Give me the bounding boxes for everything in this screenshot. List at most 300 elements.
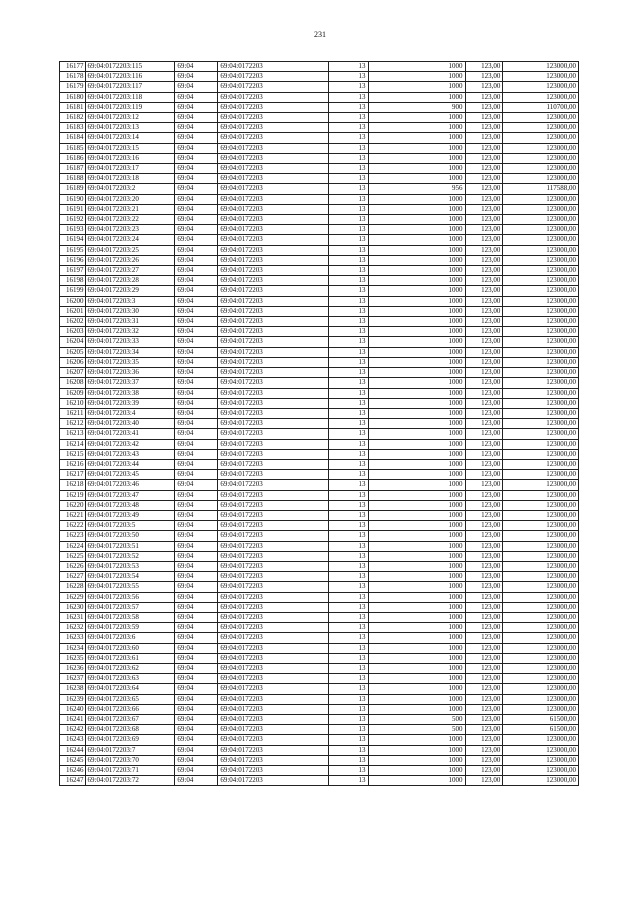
cadastral-quarter-cell: 69:04:0172203 [218,102,328,112]
cadastral-quarter-cell: 69:04:0172203 [218,653,328,663]
cadastral-number-cell: 69:04:0172203:12 [85,113,175,123]
cadastral-number-cell: 69:04:0172203:116 [85,72,175,82]
cadastral-number-cell: 69:04:0172203:52 [85,551,175,561]
district-code-cell: 69:04 [175,235,218,245]
specific-value-cell: 123,00 [465,276,503,286]
area-cell: 1000 [368,776,465,786]
cadastral-value-cell: 123000,00 [503,521,579,531]
row-number-cell: 16177 [60,62,86,72]
district-code-cell: 69:04 [175,674,218,684]
table-row [60,704,579,714]
cadastral-value-cell: 123000,00 [503,276,579,286]
table-row [60,215,579,225]
row-number-cell: 16231 [60,612,86,622]
cadastral-number-cell: 69:04:0172203:24 [85,235,175,245]
area-cell: 1000 [368,602,465,612]
cadastral-value-cell: 123000,00 [503,612,579,622]
zone-code-cell: 13 [328,123,368,133]
row-number-cell: 16211 [60,408,86,418]
area-cell: 1000 [368,255,465,265]
cadastral-number-cell: 69:04:0172203:15 [85,143,175,153]
specific-value-cell: 123,00 [465,82,503,92]
cadastral-value-cell: 123000,00 [503,439,579,449]
area-cell: 500 [368,725,465,735]
zone-code-cell: 13 [328,82,368,92]
specific-value-cell: 123,00 [465,235,503,245]
zone-code-cell: 13 [328,266,368,276]
table-row [60,317,579,327]
row-number-cell: 16186 [60,153,86,163]
area-cell: 1000 [368,164,465,174]
specific-value-cell: 123,00 [465,174,503,184]
cadastral-quarter-cell: 69:04:0172203 [218,327,328,337]
row-number-cell: 16241 [60,715,86,725]
cadastral-number-cell: 69:04:0172203:61 [85,653,175,663]
district-code-cell: 69:04 [175,715,218,725]
district-code-cell: 69:04 [175,643,218,653]
zone-code-cell: 13 [328,551,368,561]
area-cell: 1000 [368,388,465,398]
table-row [60,184,579,194]
cadastral-quarter-cell: 69:04:0172203 [218,204,328,214]
table-row [60,113,579,123]
district-code-cell: 69:04 [175,429,218,439]
row-number-cell: 16236 [60,663,86,673]
cadastral-quarter-cell: 69:04:0172203 [218,755,328,765]
district-code-cell: 69:04 [175,694,218,704]
specific-value-cell: 123,00 [465,602,503,612]
cadastral-value-cell: 123000,00 [503,92,579,102]
zone-code-cell: 13 [328,755,368,765]
district-code-cell: 69:04 [175,704,218,714]
cadastral-quarter-cell: 69:04:0172203 [218,143,328,153]
area-cell: 1000 [368,419,465,429]
zone-code-cell: 13 [328,143,368,153]
table-row [60,408,579,418]
table-row [60,653,579,663]
cadastral-value-cell: 123000,00 [503,592,579,602]
table-row [60,123,579,133]
cadastral-value-cell: 123000,00 [503,735,579,745]
cadastral-number-cell: 69:04:0172203:59 [85,623,175,633]
specific-value-cell: 123,00 [465,378,503,388]
table-row [60,245,579,255]
row-number-cell: 16239 [60,694,86,704]
cadastral-quarter-cell: 69:04:0172203 [218,419,328,429]
row-number-cell: 16219 [60,490,86,500]
specific-value-cell: 123,00 [465,153,503,163]
cadastral-number-cell: 69:04:0172203:58 [85,612,175,622]
zone-code-cell: 13 [328,470,368,480]
specific-value-cell: 123,00 [465,133,503,143]
zone-code-cell: 13 [328,459,368,469]
area-cell: 1000 [368,500,465,510]
zone-code-cell: 13 [328,225,368,235]
cadastral-value-cell: 123000,00 [503,643,579,653]
area-cell: 1000 [368,470,465,480]
table-row [60,531,579,541]
specific-value-cell: 123,00 [465,776,503,786]
cadastral-value-cell: 123000,00 [503,378,579,388]
table-row [60,153,579,163]
area-cell: 1000 [368,521,465,531]
cadastral-value-cell: 123000,00 [503,113,579,123]
area-cell: 1000 [368,459,465,469]
cadastral-quarter-cell: 69:04:0172203 [218,184,328,194]
cadastral-value-cell: 123000,00 [503,225,579,235]
area-cell: 1000 [368,572,465,582]
specific-value-cell: 123,00 [465,612,503,622]
row-number-cell: 16193 [60,225,86,235]
zone-code-cell: 13 [328,653,368,663]
cadastral-number-cell: 69:04:0172203:62 [85,663,175,673]
district-code-cell: 69:04 [175,612,218,622]
row-number-cell: 16201 [60,306,86,316]
row-number-cell: 16188 [60,174,86,184]
row-number-cell: 16233 [60,633,86,643]
cadastral-quarter-cell: 69:04:0172203 [218,378,328,388]
cadastral-value-cell: 123000,00 [503,551,579,561]
area-cell: 1000 [368,225,465,235]
row-number-cell: 16194 [60,235,86,245]
cadastral-quarter-cell: 69:04:0172203 [218,225,328,235]
cadastral-value-cell: 123000,00 [503,541,579,551]
row-number-cell: 16195 [60,245,86,255]
district-code-cell: 69:04 [175,368,218,378]
cadastral-value-cell: 110700,00 [503,102,579,112]
specific-value-cell: 123,00 [465,296,503,306]
cadastral-quarter-cell: 69:04:0172203 [218,194,328,204]
zone-code-cell: 13 [328,327,368,337]
zone-code-cell: 13 [328,357,368,367]
area-cell: 1000 [368,694,465,704]
cadastral-quarter-cell: 69:04:0172203 [218,674,328,684]
cadastral-value-cell: 123000,00 [503,531,579,541]
area-cell: 1000 [368,674,465,684]
cadastral-value-cell: 123000,00 [503,674,579,684]
cadastral-number-cell: 69:04:0172203:51 [85,541,175,551]
specific-value-cell: 123,00 [465,694,503,704]
specific-value-cell: 123,00 [465,388,503,398]
area-cell: 1000 [368,449,465,459]
row-number-cell: 16182 [60,113,86,123]
area-cell: 1000 [368,398,465,408]
district-code-cell: 69:04 [175,306,218,316]
cadastral-value-cell: 123000,00 [503,296,579,306]
cadastral-quarter-cell: 69:04:0172203 [218,92,328,102]
district-code-cell: 69:04 [175,164,218,174]
cadastral-number-cell: 69:04:0172203:14 [85,133,175,143]
cadastral-quarter-cell: 69:04:0172203 [218,123,328,133]
district-code-cell: 69:04 [175,602,218,612]
zone-code-cell: 13 [328,235,368,245]
specific-value-cell: 123,00 [465,521,503,531]
specific-value-cell: 123,00 [465,215,503,225]
specific-value-cell: 123,00 [465,123,503,133]
cadastral-value-cell: 123000,00 [503,745,579,755]
area-cell: 1000 [368,612,465,622]
cadastral-quarter-cell: 69:04:0172203 [218,725,328,735]
cadastral-quarter-cell: 69:04:0172203 [218,429,328,439]
table-row [60,347,579,357]
cadastral-value-cell: 123000,00 [503,194,579,204]
area-cell: 1000 [368,347,465,357]
area-cell: 1000 [368,296,465,306]
district-code-cell: 69:04 [175,123,218,133]
district-code-cell: 69:04 [175,113,218,123]
table-row [60,480,579,490]
table-row [60,684,579,694]
specific-value-cell: 123,00 [465,745,503,755]
row-number-cell: 16235 [60,653,86,663]
district-code-cell: 69:04 [175,255,218,265]
district-code-cell: 69:04 [175,215,218,225]
district-code-cell: 69:04 [175,459,218,469]
table-row [60,62,579,72]
cadastral-quarter-cell: 69:04:0172203 [218,745,328,755]
area-cell: 1000 [368,62,465,72]
cadastral-value-cell: 123000,00 [503,255,579,265]
cadastral-quarter-cell: 69:04:0172203 [218,164,328,174]
table-row [60,745,579,755]
cadastral-value-cell: 123000,00 [503,561,579,571]
cadastral-number-cell: 69:04:0172203:45 [85,470,175,480]
row-number-cell: 16225 [60,551,86,561]
cadastral-number-cell: 69:04:0172203:35 [85,357,175,367]
cadastral-value-cell: 61500,00 [503,715,579,725]
row-number-cell: 16205 [60,347,86,357]
district-code-cell: 69:04 [175,153,218,163]
cadastral-quarter-cell: 69:04:0172203 [218,398,328,408]
area-cell: 1000 [368,429,465,439]
specific-value-cell: 123,00 [465,194,503,204]
specific-value-cell: 123,00 [465,337,503,347]
cadastral-number-cell: 69:04:0172203:36 [85,368,175,378]
table-row [60,133,579,143]
zone-code-cell: 13 [328,592,368,602]
cadastral-quarter-cell: 69:04:0172203 [218,561,328,571]
specific-value-cell: 123,00 [465,225,503,235]
zone-code-cell: 13 [328,531,368,541]
specific-value-cell: 123,00 [465,92,503,102]
cadastral-quarter-cell: 69:04:0172203 [218,296,328,306]
specific-value-cell: 123,00 [465,510,503,520]
zone-code-cell: 13 [328,378,368,388]
district-code-cell: 69:04 [175,663,218,673]
district-code-cell: 69:04 [175,357,218,367]
zone-code-cell: 13 [328,286,368,296]
cadastral-number-cell: 69:04:0172203:71 [85,766,175,776]
specific-value-cell: 123,00 [465,164,503,174]
zone-code-cell: 13 [328,582,368,592]
district-code-cell: 69:04 [175,133,218,143]
district-code-cell: 69:04 [175,245,218,255]
area-cell: 1000 [368,510,465,520]
zone-code-cell: 13 [328,725,368,735]
row-number-cell: 16204 [60,337,86,347]
specific-value-cell: 123,00 [465,204,503,214]
specific-value-cell: 123,00 [465,286,503,296]
row-number-cell: 16183 [60,123,86,133]
area-cell: 1000 [368,592,465,602]
cadastral-quarter-cell: 69:04:0172203 [218,766,328,776]
table-row [60,612,579,622]
specific-value-cell: 123,00 [465,674,503,684]
cadastral-quarter-cell: 69:04:0172203 [218,480,328,490]
zone-code-cell: 13 [328,449,368,459]
table-row [60,674,579,684]
district-code-cell: 69:04 [175,62,218,72]
district-code-cell: 69:04 [175,296,218,306]
specific-value-cell: 123,00 [465,102,503,112]
table-row [60,715,579,725]
table-row [60,643,579,653]
cadastral-number-cell: 69:04:0172203:42 [85,439,175,449]
district-code-cell: 69:04 [175,735,218,745]
row-number-cell: 16229 [60,592,86,602]
cadastral-quarter-cell: 69:04:0172203 [218,276,328,286]
cadastral-quarter-cell: 69:04:0172203 [218,490,328,500]
district-code-cell: 69:04 [175,531,218,541]
zone-code-cell: 13 [328,398,368,408]
cadastral-quarter-cell: 69:04:0172203 [218,368,328,378]
cadastral-quarter-cell: 69:04:0172203 [218,153,328,163]
specific-value-cell: 123,00 [465,715,503,725]
area-cell: 1000 [368,317,465,327]
area-cell: 1000 [368,72,465,82]
row-number-cell: 16207 [60,368,86,378]
table-row [60,633,579,643]
cadastral-number-cell: 69:04:0172203:46 [85,480,175,490]
area-cell: 1000 [368,643,465,653]
zone-code-cell: 13 [328,153,368,163]
cadastral-number-cell: 69:04:0172203:44 [85,459,175,469]
row-number-cell: 16199 [60,286,86,296]
area-cell: 1000 [368,582,465,592]
cadastral-number-cell: 69:04:0172203:65 [85,694,175,704]
cadastral-number-cell: 69:04:0172203:47 [85,490,175,500]
cadastral-quarter-cell: 69:04:0172203 [218,531,328,541]
specific-value-cell: 123,00 [465,725,503,735]
specific-value-cell: 123,00 [465,439,503,449]
cadastral-number-cell: 69:04:0172203:57 [85,602,175,612]
cadastral-value-cell: 123000,00 [503,204,579,214]
zone-code-cell: 13 [328,766,368,776]
specific-value-cell: 123,00 [465,531,503,541]
specific-value-cell: 123,00 [465,429,503,439]
district-code-cell: 69:04 [175,174,218,184]
table-row [60,521,579,531]
cadastral-quarter-cell: 69:04:0172203 [218,470,328,480]
table-row [60,82,579,92]
cadastral-number-cell: 69:04:0172203:16 [85,153,175,163]
zone-code-cell: 13 [328,174,368,184]
district-code-cell: 69:04 [175,745,218,755]
area-cell: 1000 [368,490,465,500]
table-row [60,490,579,500]
district-code-cell: 69:04 [175,490,218,500]
row-number-cell: 16217 [60,470,86,480]
table-row [60,225,579,235]
zone-code-cell: 13 [328,255,368,265]
specific-value-cell: 123,00 [465,347,503,357]
specific-value-cell: 123,00 [465,704,503,714]
table-row [60,541,579,551]
specific-value-cell: 123,00 [465,623,503,633]
zone-code-cell: 13 [328,337,368,347]
row-number-cell: 16202 [60,317,86,327]
zone-code-cell: 13 [328,439,368,449]
zone-code-cell: 13 [328,715,368,725]
district-code-cell: 69:04 [175,266,218,276]
cadastral-number-cell: 69:04:0172203:118 [85,92,175,102]
area-cell: 1000 [368,266,465,276]
table-row [60,204,579,214]
zone-code-cell: 13 [328,602,368,612]
zone-code-cell: 13 [328,500,368,510]
zone-code-cell: 13 [328,694,368,704]
cadastral-value-cell: 117588,00 [503,184,579,194]
cadastral-quarter-cell: 69:04:0172203 [218,592,328,602]
cadastral-quarter-cell: 69:04:0172203 [218,633,328,643]
district-code-cell: 69:04 [175,551,218,561]
table-row [60,663,579,673]
row-number-cell: 16184 [60,133,86,143]
area-cell: 1000 [368,755,465,765]
table-row [60,510,579,520]
cadastral-number-cell: 69:04:0172203:72 [85,776,175,786]
cadastral-value-cell: 123000,00 [503,623,579,633]
row-number-cell: 16209 [60,388,86,398]
row-number-cell: 16227 [60,572,86,582]
zone-code-cell: 13 [328,572,368,582]
zone-code-cell: 13 [328,735,368,745]
cadastral-quarter-cell: 69:04:0172203 [218,174,328,184]
zone-code-cell: 13 [328,521,368,531]
row-number-cell: 16179 [60,82,86,92]
specific-value-cell: 123,00 [465,184,503,194]
row-number-cell: 16224 [60,541,86,551]
specific-value-cell: 123,00 [465,357,503,367]
cadastral-value-cell: 123000,00 [503,215,579,225]
page-number: 231 [314,30,326,39]
cadastral-number-cell: 69:04:0172203:7 [85,745,175,755]
row-number-cell: 16185 [60,143,86,153]
cadastral-value-cell: 123000,00 [503,449,579,459]
area-cell: 1000 [368,623,465,633]
cadastral-quarter-cell: 69:04:0172203 [218,459,328,469]
table-row [60,143,579,153]
cadastral-value-cell: 123000,00 [503,572,579,582]
cadastral-value-cell: 123000,00 [503,245,579,255]
table-row [60,235,579,245]
cadastral-value-cell: 123000,00 [503,327,579,337]
row-number-cell: 16240 [60,704,86,714]
row-number-cell: 16187 [60,164,86,174]
specific-value-cell: 123,00 [465,663,503,673]
cadastral-number-cell: 69:04:0172203:50 [85,531,175,541]
cadastral-value-cell: 123000,00 [503,582,579,592]
specific-value-cell: 123,00 [465,72,503,82]
specific-value-cell: 123,00 [465,653,503,663]
row-number-cell: 16230 [60,602,86,612]
cadastral-number-cell: 69:04:0172203:6 [85,633,175,643]
specific-value-cell: 123,00 [465,582,503,592]
cadastral-quarter-cell: 69:04:0172203 [218,266,328,276]
zone-code-cell: 13 [328,276,368,286]
cadastral-number-cell: 69:04:0172203:25 [85,245,175,255]
cadastral-quarter-cell: 69:04:0172203 [218,704,328,714]
